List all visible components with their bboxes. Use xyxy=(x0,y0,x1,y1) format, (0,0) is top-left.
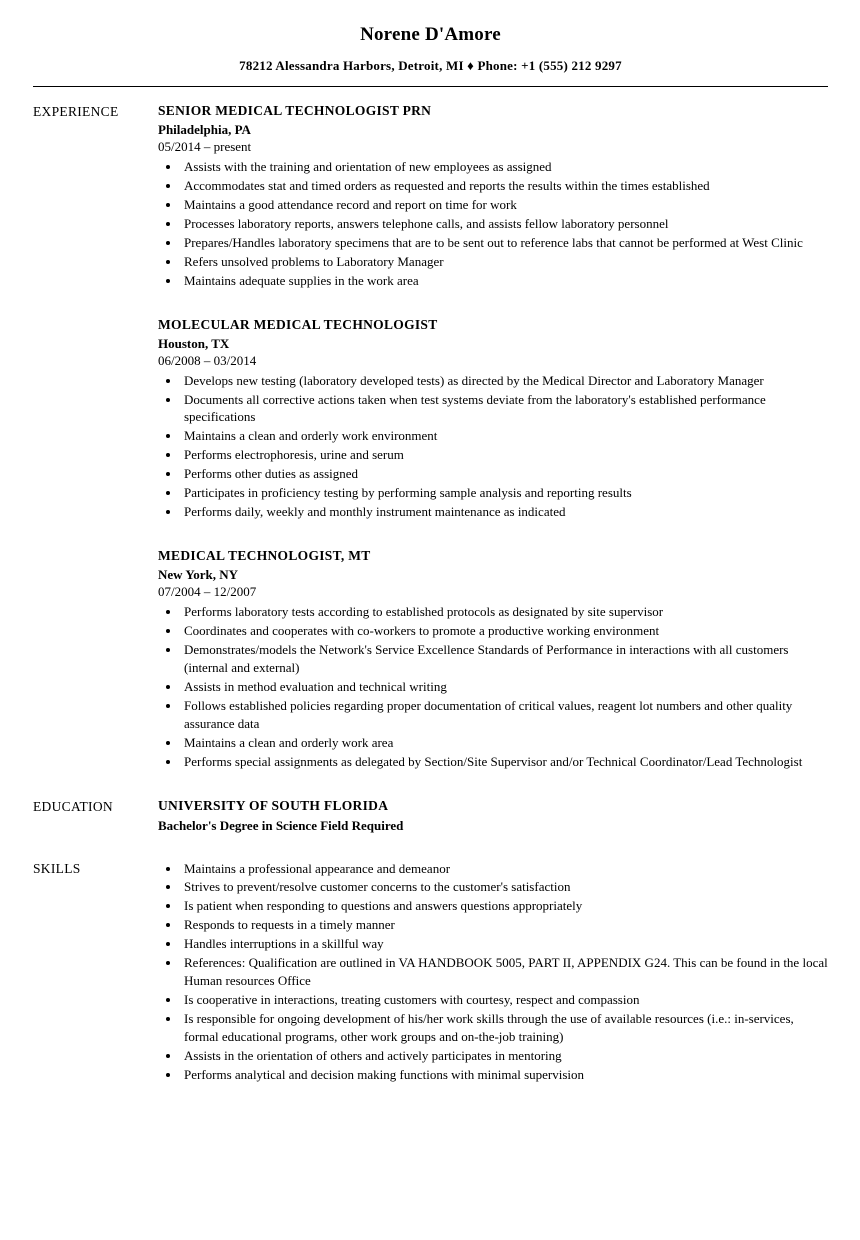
skills-bullet-list xyxy=(158,860,828,1084)
job-entry xyxy=(158,103,828,290)
education-content xyxy=(158,798,828,834)
bullet-item: • Participates in proficiency testing by performing sample analysis and reporting results xyxy=(181,484,828,502)
job-location: Philadelphia, PA xyxy=(158,122,251,137)
resume-header xyxy=(33,24,828,74)
bullet-item: • Responds to requests in a timely manner xyxy=(181,916,828,934)
bullet-item: • Processes laboratory reports, answers telephone calls, and assists fellow laboratory personnel xyxy=(181,215,828,233)
section-label-education: EDUCATION xyxy=(33,798,113,814)
bullet-item: • Coordinates and cooperates with co-workers to promote a productive working environment xyxy=(181,622,828,640)
bullet-item: • Handles interruptions in a skillful way xyxy=(181,935,828,953)
job-dates: 06/2008 – 03/2014 xyxy=(158,352,257,368)
section-experience xyxy=(33,103,828,772)
bullet-item: • Performs daily, weekly and monthly instrument maintenance as indicated xyxy=(181,503,828,521)
job-bullet-list xyxy=(158,158,828,290)
contact-line: 78212 Alessandra Harbors, Detroit, MI ♦ Phone: +1 (555) 212 9297 xyxy=(239,58,622,73)
job-location: New York, NY xyxy=(158,567,239,583)
bullet-item: • Refers unsolved problems to Laboratory Manager xyxy=(181,253,828,271)
bullet-item: • Is cooperative in interactions, treating customers with courtesy, respect and compassion xyxy=(181,991,828,1009)
job-entry xyxy=(158,548,828,770)
bullet-item: • Maintains a clean and orderly work environment xyxy=(181,427,828,445)
section-education xyxy=(33,798,828,834)
bullet-item: • Develops new testing (laboratory developed tests) as directed by the Medical Director and Laboratory Manager xyxy=(181,372,828,390)
bullet-item: • Prepares/Handles laboratory specimens that are to be sent out to reference labs that cannot be performed at West Clinic xyxy=(181,234,828,252)
bullet-item: • Maintains adequate supplies in the work area xyxy=(181,272,828,290)
bullet-item: • Is responsible for ongoing development of his/her work skills through the use of available resources (i.e.: in-services, formal educational programs, other work groups and on-the-job training) xyxy=(181,1010,828,1046)
bullet-item: • Performs electrophoresis, urine and serum xyxy=(181,446,828,464)
job-dates: 05/2014 – present xyxy=(158,139,252,154)
bullet-item: • Assists with the training and orientation of new employees as assigned xyxy=(181,158,828,176)
bullet-item: • Assists in method evaluation and technical writing xyxy=(181,678,828,696)
job-title: MEDICAL TECHNOLOGIST, MT xyxy=(158,548,371,564)
bullet-item: • Accommodates stat and timed orders as requested and reports the results within the times established xyxy=(181,177,828,195)
job-title: SENIOR MEDICAL TECHNOLOGIST PRN xyxy=(158,103,432,118)
bullet-item: • Maintains a good attendance record and report on time for work xyxy=(181,196,828,214)
bullet-item: • Documents all corrective actions taken when test systems deviate from the laboratory's established performance specifications xyxy=(181,391,828,427)
section-label-skills: SKILLS xyxy=(33,860,81,876)
job-dates: 07/2004 – 12/2007 xyxy=(158,584,257,600)
education-school: UNIVERSITY OF SOUTH FLORIDA xyxy=(158,797,389,813)
bullet-item: • Performs analytical and decision making functions with minimal supervision xyxy=(181,1066,828,1084)
bullet-item: • Performs laboratory tests according to established protocols as designated by site supervisor xyxy=(181,603,828,621)
experience-content xyxy=(158,103,828,772)
job-entry xyxy=(158,317,828,522)
bullet-item: • Maintains a professional appearance and demeanor xyxy=(181,860,828,878)
education-degree: Bachelor's Degree in Science Field Required xyxy=(158,817,404,833)
bullet-item: • Strives to prevent/resolve customer concerns to the customer's satisfaction xyxy=(181,878,828,896)
bullet-item: • Follows established policies regarding proper documentation of critical values, reagent lot numbers and other quality assurance data xyxy=(181,697,828,733)
section-label-experience: EXPERIENCE xyxy=(33,104,119,119)
bullet-item: • References: Qualification are outlined in VA HANDBOOK 5005, PART II, APPENDIX G24. This can be found in the local Human resources Office xyxy=(181,954,828,990)
bullet-item: • Demonstrates/models the Network's Service Excellence Standards of Performance in interactions with all customers (internal and external) xyxy=(181,641,828,677)
job-bullet-list xyxy=(158,372,828,522)
job-bullet-list xyxy=(158,603,828,770)
section-skills xyxy=(33,860,828,1085)
bullet-item: • Maintains a clean and orderly work area xyxy=(181,734,828,752)
bullet-item: • Assists in the orientation of others and actively participates in mentoring xyxy=(181,1047,828,1065)
candidate-name: Norene D'Amore xyxy=(360,24,501,45)
job-location: Houston, TX xyxy=(158,335,230,351)
header-divider xyxy=(33,86,828,87)
bullet-item: • Performs other duties as assigned xyxy=(181,465,828,483)
bullet-item: • Performs special assignments as delegated by Section/Site Supervisor and/or Technical Coordinator/Lead Technologist xyxy=(181,753,828,771)
skills-content xyxy=(158,860,828,1085)
bullet-item: • Is patient when responding to questions and answers questions appropriately xyxy=(181,897,828,915)
job-title: MOLECULAR MEDICAL TECHNOLOGIST xyxy=(158,316,438,332)
